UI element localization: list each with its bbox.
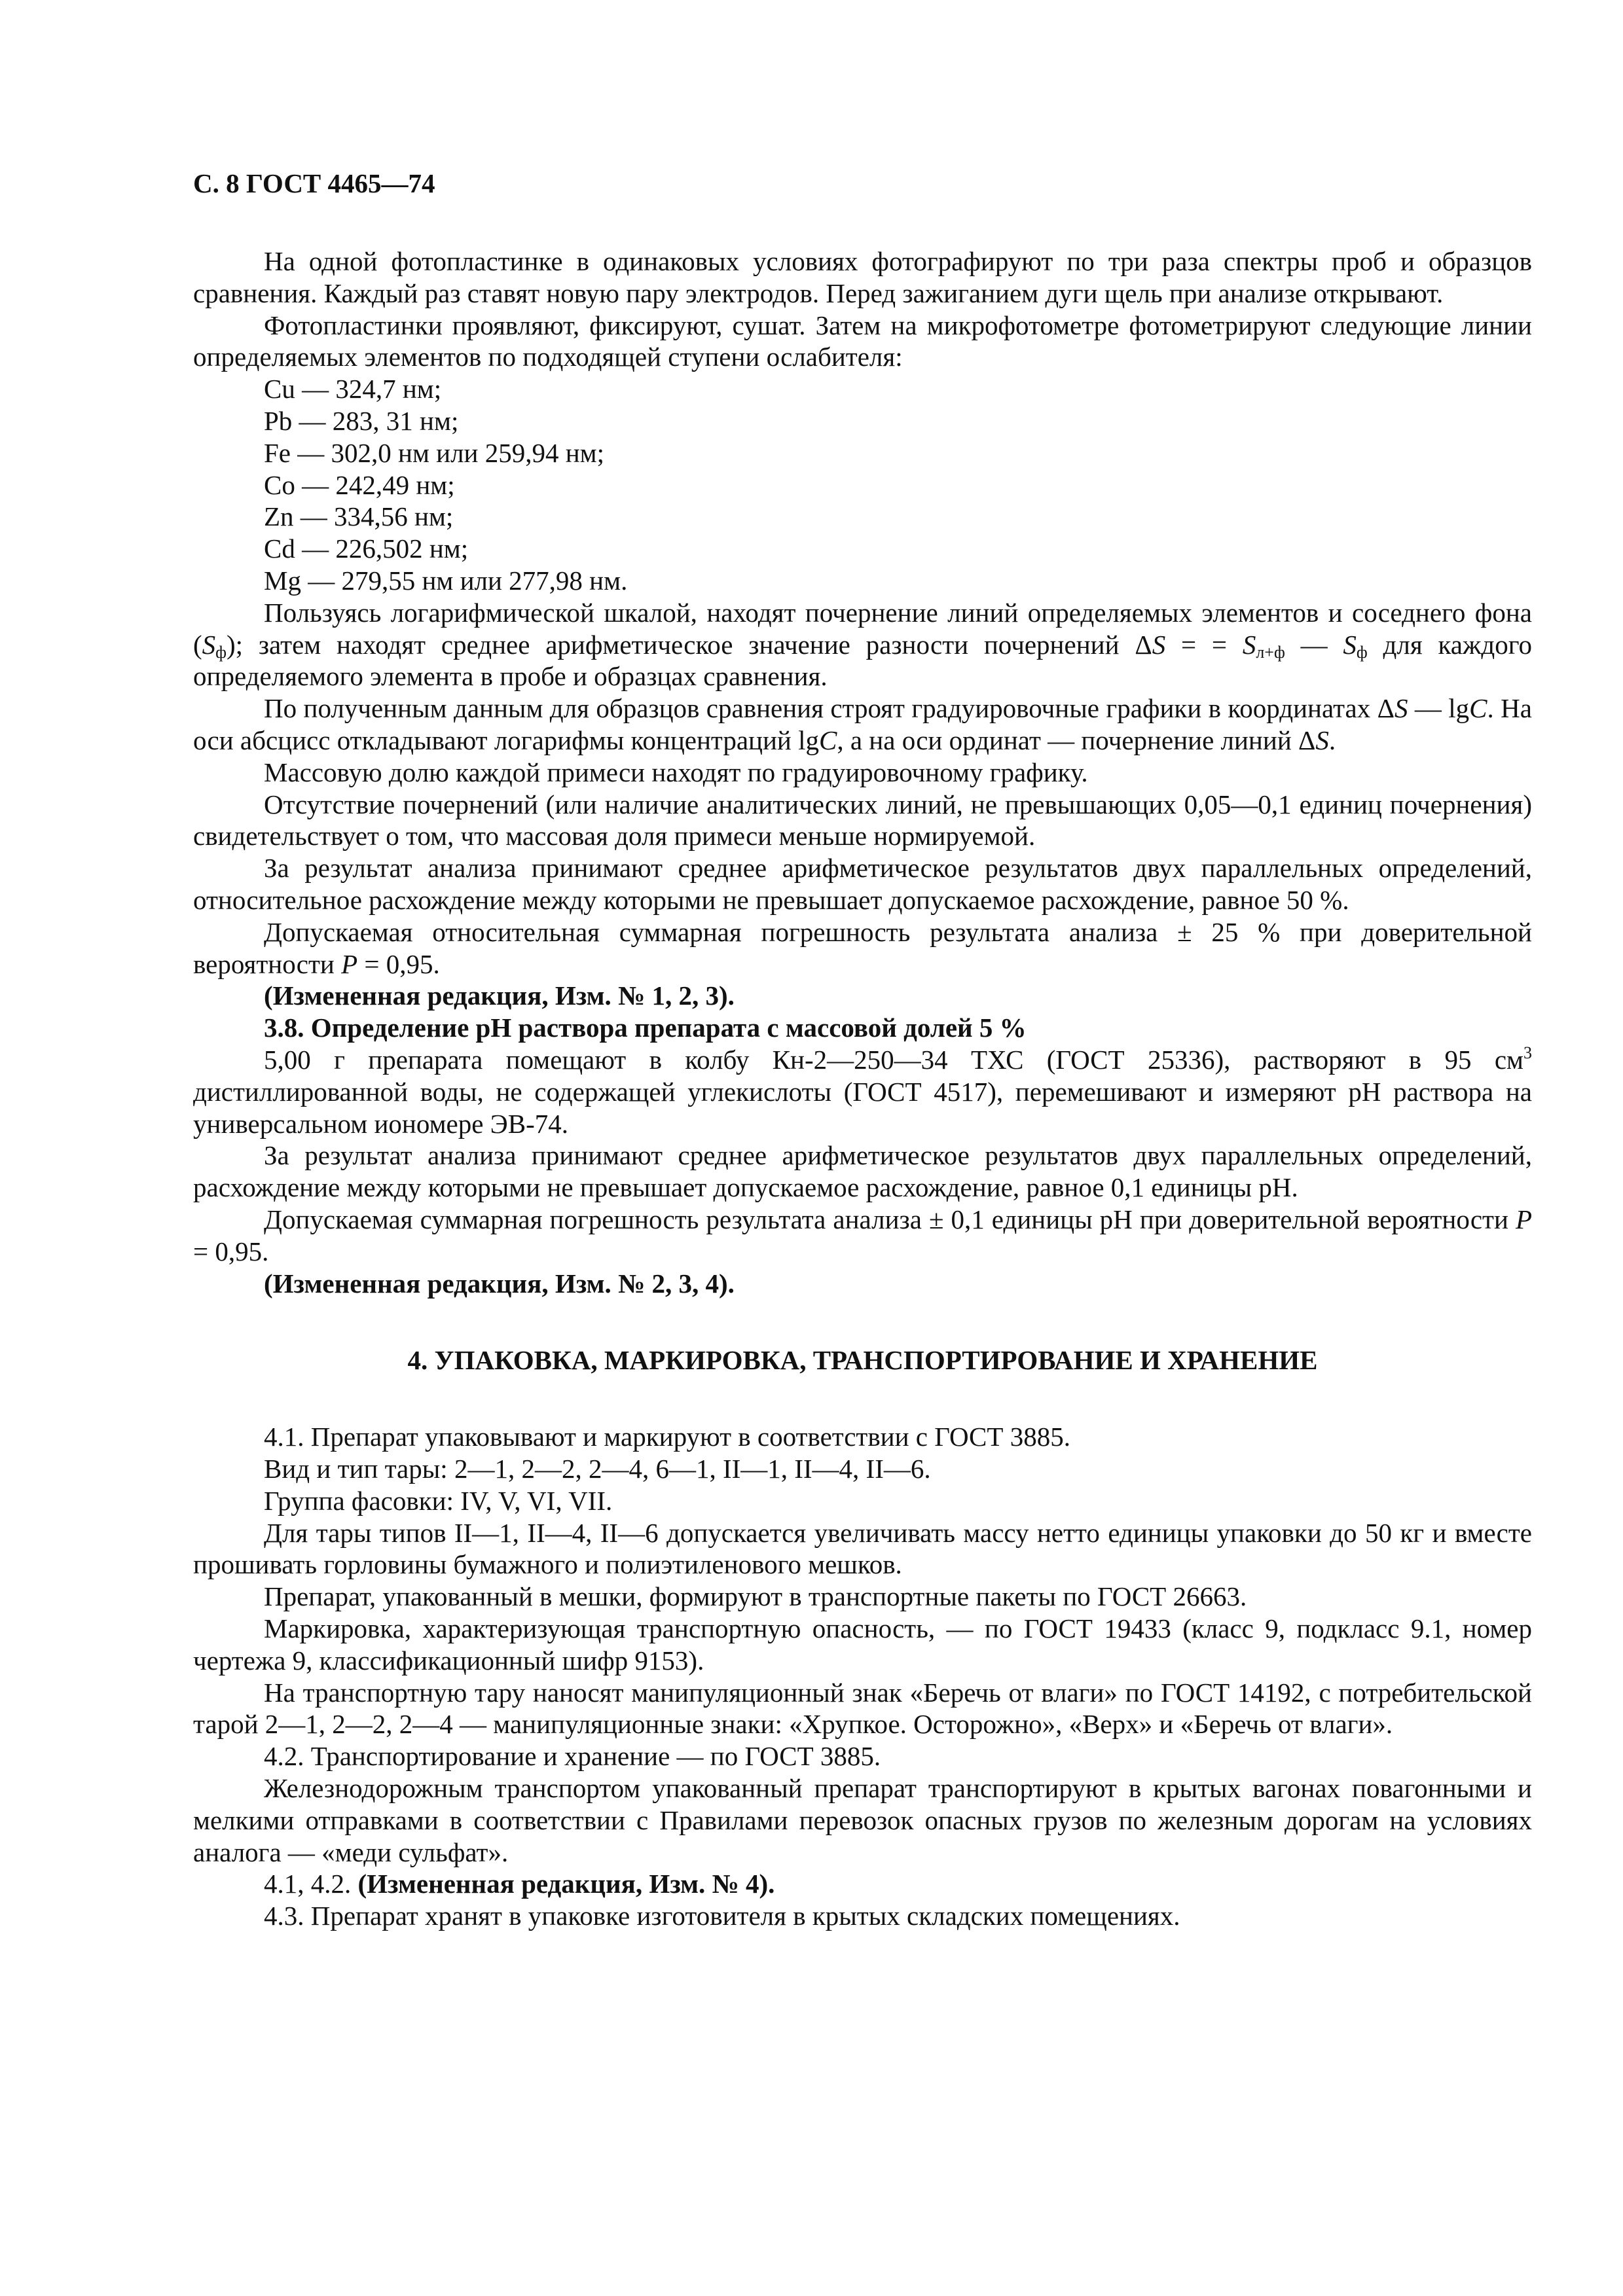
amendment-note-3: 4.1, 4.2. (Измененная редакция, Изм. № 4). bbox=[264, 1869, 775, 1899]
paragraph-marking: Маркировка, характеризующая транспортную опасность, — по ГОСТ 19433 (класс 9, подкласс 9.1, номер чертежа 9, классификационный шифр 9153). bbox=[193, 1613, 1532, 1676]
list-item: Cu — 324,7 нм; bbox=[264, 374, 442, 404]
paragraph-photo-2: Фотопластинки проявляют, фиксируют, сушат. Затем на микрофотометре фотометрируют следующие линии определяемых элементов по подходящей ступени ослабителя: bbox=[193, 310, 1532, 372]
paragraph-4-2: 4.2. Транспортирование и хранение — по ГОСТ 3885. bbox=[264, 1741, 881, 1772]
paragraph-types: Для тары типов II—1, II—4, II—6 допускается увеличивать массу нетто единицы упаковки до 50 кг и вместе прошивать горловины бумажного и полиэтиленового мешков. bbox=[193, 1517, 1532, 1580]
list-item: Co — 242,49 нм; bbox=[264, 469, 455, 500]
paragraph-mass: Массовую долю каждой примеси находят по градуировочному графику. bbox=[264, 757, 1088, 787]
paragraph-group: Группа фасовки: IV, V, VI, VII. bbox=[264, 1485, 613, 1516]
paragraph-4-3: 4.3. Препарат хранят в упаковке изготовителя в крытых складских помещениях. bbox=[264, 1901, 1180, 1931]
document-page bbox=[193, 167, 1532, 1932]
subsection-heading-3-8: 3.8. Определение pH раствора препарата с массовой долей 5 % bbox=[264, 1013, 1027, 1043]
page-header: С. 8 ГОСТ 4465—74 bbox=[193, 168, 435, 198]
paragraph-result-1: За результат анализа принимают среднее арифметическое результатов двух параллельных определений, относительное расхождение между которыми не превышает допускаемое расхождение, равное 50 %. bbox=[193, 853, 1532, 915]
paragraph-tara: Вид и тип тары: 2—1, 2—2, 2—4, 6—1, II—1, II—4, II—6. bbox=[264, 1454, 931, 1484]
paragraph-log-scale: Пользуясь логарифмической шкалой, находят почернение линий определяемых элементов и соседнего фона $(S_ф)$; затем находят среднее арифметическое значение разности почернений ΔS = = $S_{л+ф}$ — $S_ф$ для каждого определяемого элемента в пробе и образцах сравнения. bbox=[193, 597, 1532, 692]
paragraph-absence: Отсутствие почернений (или наличие аналитических линий, не превышающих 0,05—0,1 единиц почернения) свидетельствует о том, что массовая доля примеси меньше нормируемой. bbox=[193, 789, 1532, 852]
paragraph-graph: По полученным данным для образцов сравнения строят градуировочные графики в координатах ΔS — lgC. На оси абсцисс откладывают логарифмы концентраций lgC, а на оси ординат — почернение линий ΔS. bbox=[193, 693, 1532, 755]
paragraph-ph-1: 5,00 г препарата помещают в колбу Кн-2—250—34 ТХС (ГОСТ 25336), растворяют в 95 $см^3$ дистиллированной воды, не содержащей углекислоты (ГОСТ 4517), перемешивают и измеряют pH раствора на универсальном иономере ЭВ-74. bbox=[193, 1043, 1532, 1139]
amendment-note-1: (Измененная редакция, Изм. № 1, 2, 3). bbox=[264, 980, 735, 1011]
paragraph-rail: Железнодорожным транспортом упакованный препарат транспортируют в крытых вагонах повагонными и мелкими отправками в соответствии с Правилами перевозок опасных грузов по железным дорогам на условиях аналога — «меди сульфат». bbox=[193, 1773, 1532, 1867]
paragraph-error-1: Допускаемая относительная суммарная погрешность результата анализа ± 25 % при доверительной вероятности P = 0,95. bbox=[193, 916, 1532, 979]
paragraph-result-2: За результат анализа принимают среднее арифметическое результатов двух параллельных определений, расхождение между которыми не превышает допускаемое расхождение, равное 0,1 единицы pH. bbox=[193, 1140, 1532, 1203]
list-item: Mg — 279,55 нм или 277,98 нм. bbox=[264, 565, 628, 596]
list-item: Fe — 302,0 нм или 259,94 нм; bbox=[264, 437, 605, 468]
spectral-lines-list bbox=[193, 373, 1532, 597]
list-item: Zn — 334,56 нм; bbox=[264, 501, 454, 532]
paragraph-photo-1: На одной фотопластинке в одинаковых условиях фотографируют по три раза спектры проб и образцов сравнения. Каждый раз ставят новую пару электродов. Перед зажиганием дуги щель при анализе открывают. bbox=[193, 246, 1532, 308]
section-heading-4: 4. УПАКОВКА, МАРКИРОВКА, ТРАНСПОРТИРОВАНИЕ И ХРАНЕНИЕ bbox=[407, 1345, 1318, 1376]
paragraph-4-1: 4.1. Препарат упаковывают и маркируют в соответствии с ГОСТ 3885. bbox=[264, 1422, 1070, 1452]
paragraph-bags: Препарат, упакованный в мешки, формируют в транспортные пакеты по ГОСТ 26663. bbox=[264, 1581, 1247, 1612]
amendment-note-2: (Измененная редакция, Изм. № 2, 3, 4). bbox=[264, 1268, 735, 1299]
paragraph-error-2: Допускаемая суммарная погрешность результата анализа ± 0,1 единицы pH при доверительной вероятности P = 0,95. bbox=[193, 1204, 1532, 1266]
paragraph-sign: На транспортную тару наносят манипуляционный знак «Беречь от влаги» по ГОСТ 14192, с потребительской тарой 2—1, 2—2, 2—4 — манипуляционные знаки: «Хрупкое. Осторожно», «Верх» и «Беречь от влаги». bbox=[193, 1677, 1532, 1740]
list-item: Pb — 283, 31 нм; bbox=[264, 405, 459, 436]
list-item: Cd — 226,502 нм; bbox=[264, 533, 469, 564]
